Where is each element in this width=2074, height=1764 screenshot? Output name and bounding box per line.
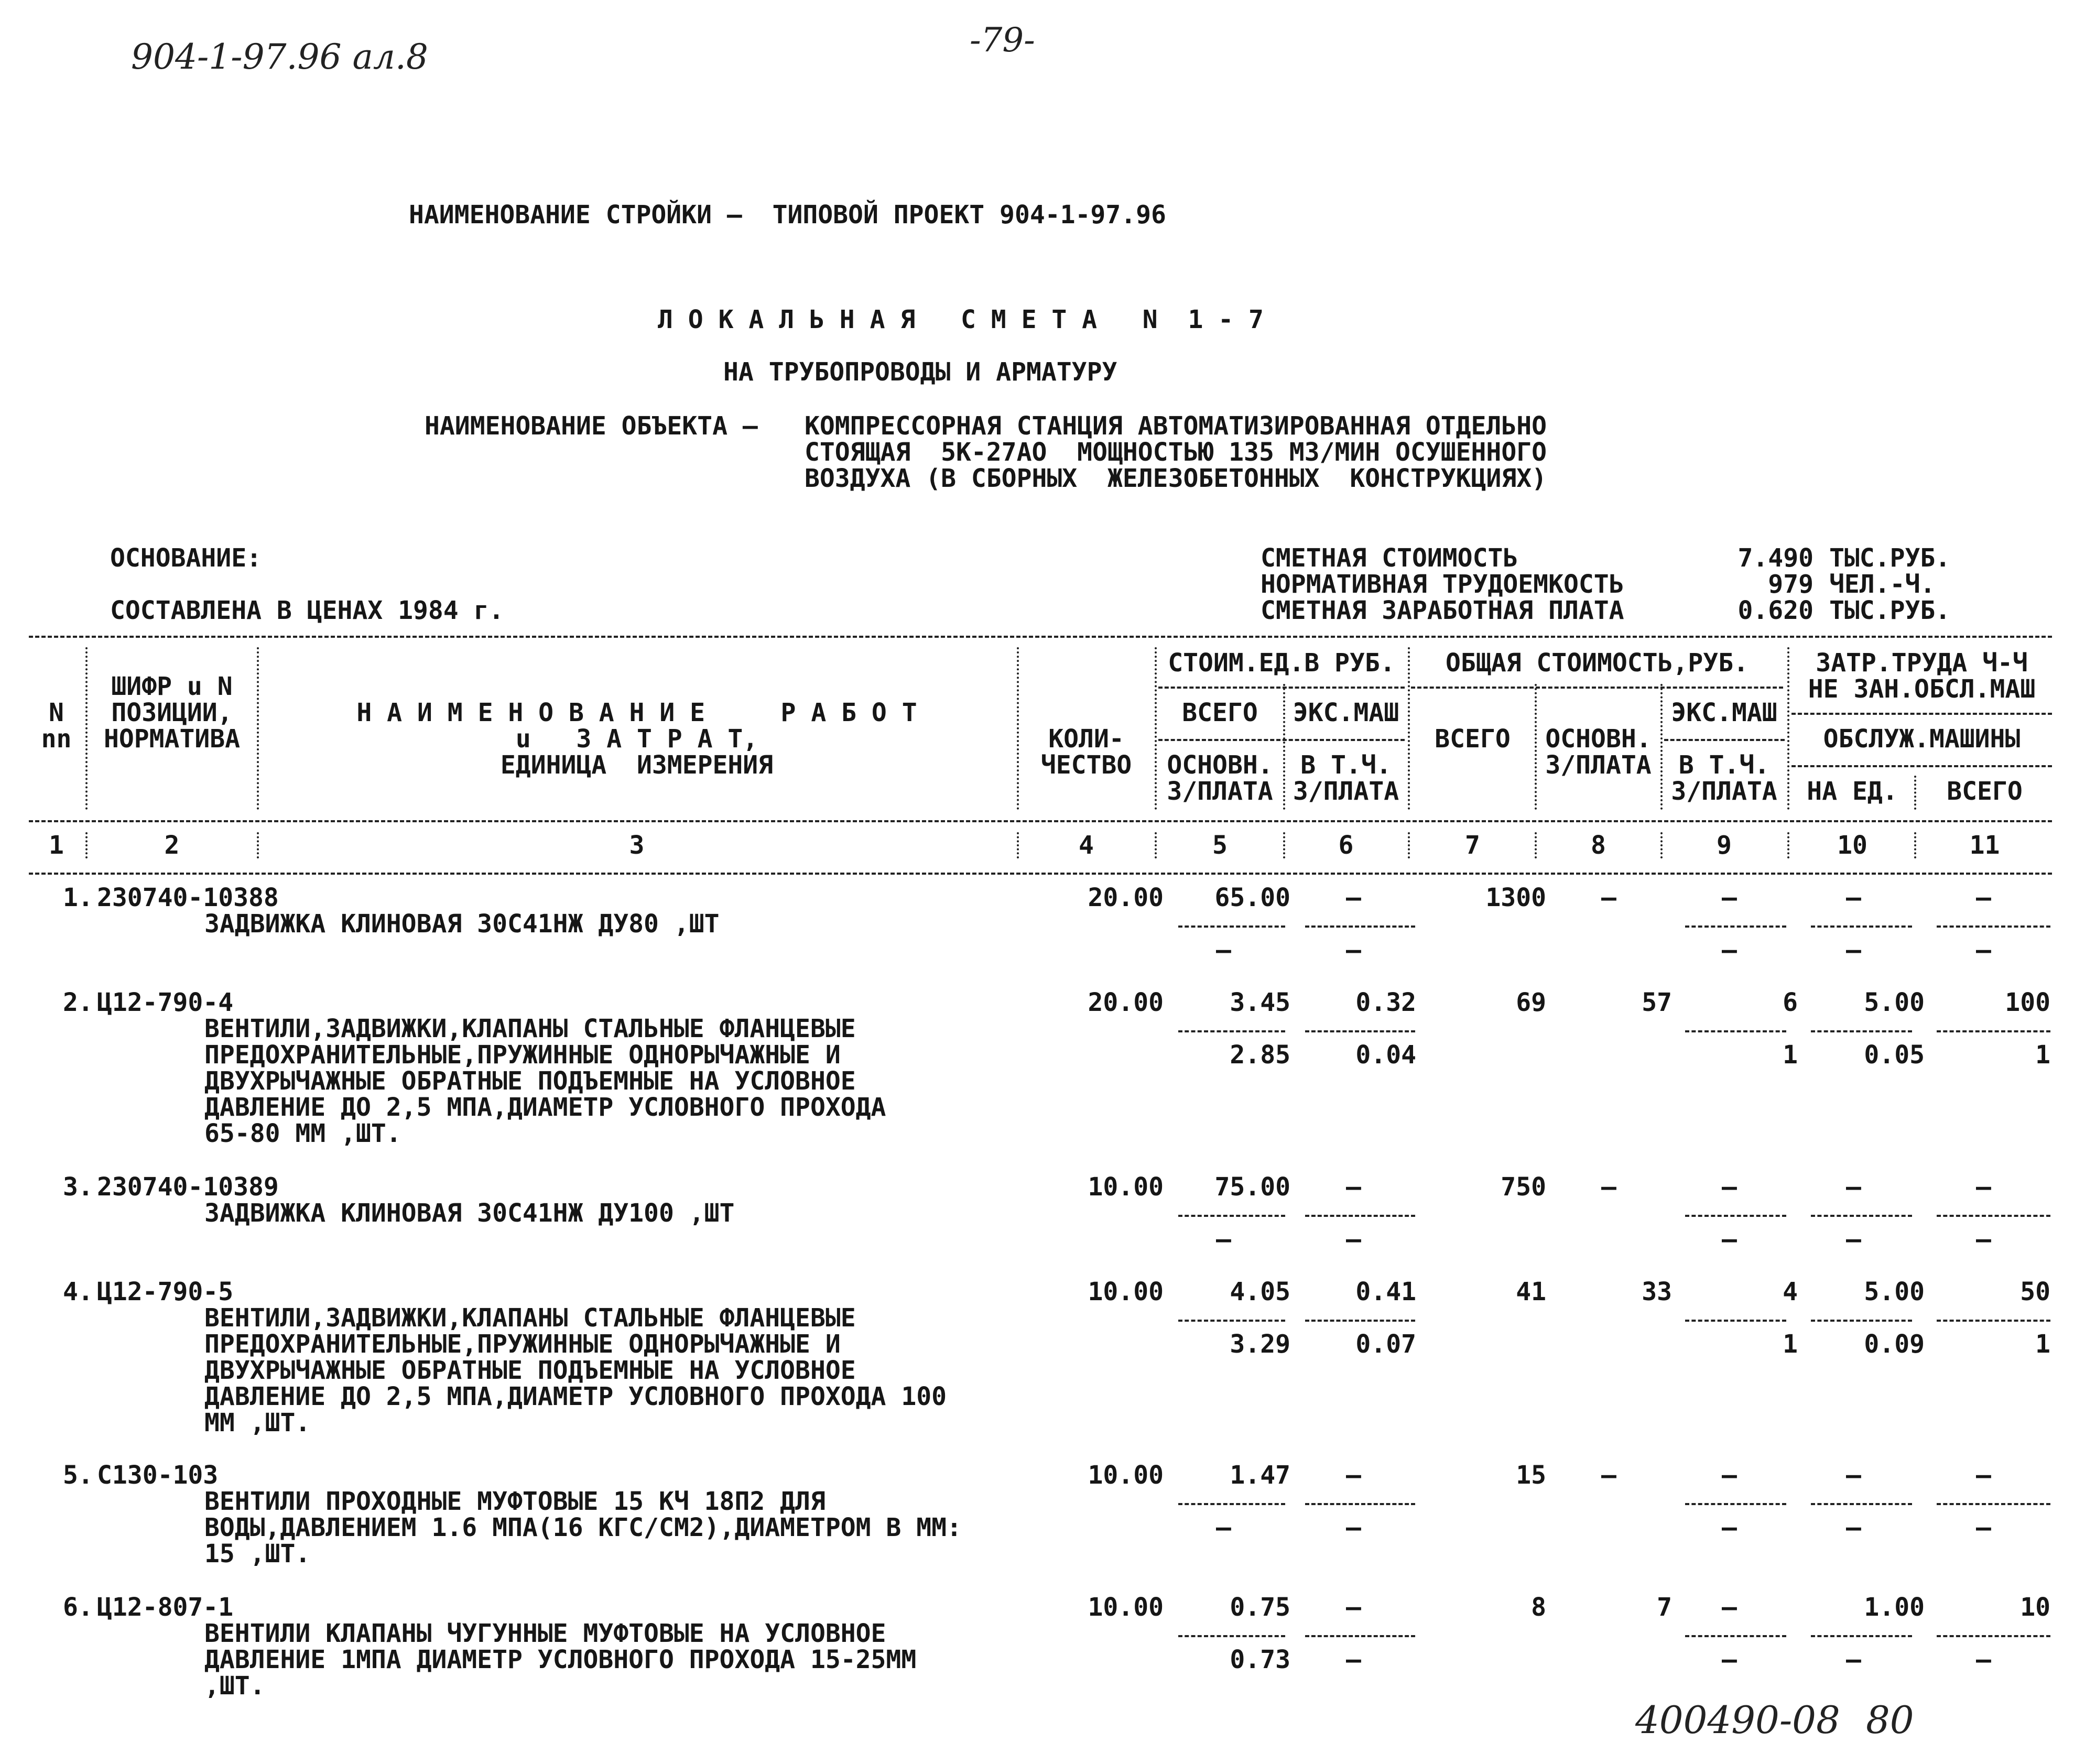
row-value-top: –	[1846, 1172, 1861, 1202]
row-value-top: –	[1846, 1461, 1861, 1490]
row-value-top: 4.05	[1230, 1277, 1290, 1306]
row-quantity: 20.00	[1088, 988, 1164, 1017]
row-description-line: ВЕНТИЛИ КЛАПАНЫ ЧУГУННЫЕ МУФТОВЫЕ НА УСЛОВНОЕ	[204, 1619, 886, 1648]
row-value-top: –	[1601, 883, 1616, 912]
mach-mid-rule	[1664, 739, 1785, 741]
row-description-line: ПРЕДОХРАНИТЕЛЬНЫЕ,ПРУЖИННЫЕ ОДНОРЫЧАЖНЫЕ И	[204, 1330, 841, 1359]
row-quantity: 10.00	[1088, 1172, 1164, 1202]
row-value-top: –	[1601, 1461, 1616, 1490]
summary-label: СМЕТНАЯ ЗАРАБОТНАЯ ПЛАТА	[1261, 596, 1624, 625]
summary-value: 979	[1768, 570, 1814, 599]
summary-unit: ТЫС.РУБ.	[1829, 543, 1951, 573]
row-value-top: 50	[2020, 1277, 2050, 1306]
estimate-title: Л О К А Л Ь Н А Я С М Е Т А N 1 - 7	[658, 305, 1264, 334]
header-separator	[85, 647, 88, 810]
row-value-top: 57	[1642, 988, 1672, 1017]
row-subdivider	[1685, 1215, 1786, 1217]
handwritten-stamp: 400490-08	[1635, 1698, 1840, 1742]
row-value-bottom: –	[1216, 1513, 1231, 1542]
object-line-3: ВОЗДУХА (В СБОРНЫХ ЖЕЛЕЗОБЕТОННЫХ КОНСТРУКЦИЯХ)	[805, 464, 1547, 493]
column-number: 11	[1969, 831, 2000, 860]
column-number: 10	[1837, 831, 1867, 860]
row-description-line: ДВУХРЫЧАЖНЫЕ ОБРАТНЫЕ ПОДЪЕМНЫЕ НА УСЛОВНОЕ	[204, 1356, 856, 1385]
row-subdivider	[1685, 1503, 1786, 1505]
numbers-bottom-rule	[29, 873, 2052, 875]
col5-top-header: ВСЕГО	[1182, 698, 1258, 727]
prices-label: СОСТАВЛЕНА В ЦЕНАХ 1984 г.	[110, 596, 504, 625]
row-subdivider	[1811, 925, 1912, 928]
row-description-line: ВЕНТИЛИ ПРОХОДНЫЕ МУФТОВЫЕ 15 КЧ 18П2 ДЛЯ	[204, 1487, 826, 1516]
handwritten-doc-code: 904-1-97.96 ал.8	[131, 37, 428, 77]
row-value-bottom: 2.85	[1230, 1040, 1290, 1070]
row-subdivider	[1811, 1320, 1912, 1322]
col7-header: ВСЕГО	[1435, 724, 1511, 754]
col10-header: НА ЕД.	[1807, 777, 1898, 806]
row-value-bottom: –	[1846, 935, 1861, 965]
row-value-bottom: –	[1722, 1225, 1737, 1254]
header-bottom-rule	[29, 820, 2052, 822]
summary-label: СМЕТНАЯ СТОИМОСТЬ	[1261, 543, 1518, 573]
row-value-top: 7	[1657, 1593, 1672, 1622]
row-subdivider	[1811, 1215, 1912, 1217]
unit-cost-header: СТОИМ.ЕД.В РУБ.	[1168, 648, 1395, 678]
row-value-bottom: –	[1216, 935, 1231, 965]
row-value-top: –	[1976, 883, 1991, 912]
row-subdivider	[1685, 1320, 1786, 1322]
row-subdivider	[1685, 1635, 1786, 1637]
row-description-line: ДВУХРЫЧАЖНЫЕ ОБРАТНЫЕ ПОДЪЕМНЫЕ НА УСЛОВНОЕ	[204, 1066, 856, 1096]
row-value-top: 3.45	[1230, 988, 1290, 1017]
col9-top-header: ЭКС.МАШ	[1671, 698, 1777, 727]
row-value-top: 41	[1516, 1277, 1546, 1306]
row-value-top: 75.00	[1214, 1172, 1290, 1202]
row-code: Ц12-807-1	[97, 1593, 234, 1622]
row-value-bottom: 0.09	[1864, 1330, 1925, 1359]
summary-label: НОРМАТИВНАЯ ТРУДОЕМКОСТЬ	[1261, 570, 1624, 599]
row-description-line: 65-80 ММ ,ШТ.	[204, 1119, 401, 1148]
row-subdivider	[1811, 1635, 1912, 1637]
column-number: 7	[1465, 831, 1480, 860]
row-value-top: –	[1346, 883, 1361, 912]
row-quantity: 20.00	[1088, 883, 1164, 912]
row-value-bottom: –	[1976, 935, 1991, 965]
labor-rule	[1791, 713, 2052, 715]
construction-name: НАИМЕНОВАНИЕ СТРОЙКИ – ТИПОВОЙ ПРОЕКТ 904-1-97.96	[409, 200, 1166, 230]
row-quantity: 10.00	[1088, 1461, 1164, 1490]
row-value-bottom: –	[1846, 1225, 1861, 1254]
row-number: 1.	[63, 883, 93, 912]
row-value-top: 0.75	[1230, 1593, 1290, 1622]
row-code: Ц12-790-5	[97, 1277, 234, 1306]
row-quantity: 10.00	[1088, 1593, 1164, 1622]
row-value-bottom: 0.07	[1355, 1330, 1416, 1359]
row-description-line: ВОДЫ,ДАВЛЕНИЕМ 1.6 МПА(16 КГС/СМ2),ДИАМЕТРОМ В ММ:	[204, 1513, 962, 1542]
row-code: С130-103	[97, 1461, 219, 1490]
number-separator	[1017, 832, 1019, 858]
row-value-top: –	[1976, 1461, 1991, 1490]
row-value-bottom: 0.73	[1230, 1645, 1290, 1674]
row-description-line: ПРЕДОХРАНИТЕЛЬНЫЕ,ПРУЖИННЫЕ ОДНОРЫЧАЖНЫЕ И	[204, 1040, 841, 1070]
total-cost-header: ОБЩАЯ СТОИМОСТЬ,РУБ.	[1446, 648, 1749, 678]
row-quantity: 10.00	[1088, 1277, 1164, 1306]
row-subdivider	[1937, 1215, 2050, 1217]
row-subdivider	[1685, 1030, 1786, 1032]
row-description-line: ВЕНТИЛИ,ЗАДВИЖКИ,КЛАПАНЫ СТАЛЬНЫЕ ФЛАНЦЕВЫЕ	[204, 1014, 856, 1043]
row-value-top: 5.00	[1864, 988, 1925, 1017]
row-number: 6.	[63, 1593, 93, 1622]
row-value-top: –	[1722, 883, 1737, 912]
row-value-bottom: –	[1346, 935, 1361, 965]
row-number: 5.	[63, 1461, 93, 1490]
row-value-bottom: 1	[2035, 1330, 2050, 1359]
summary-unit: ТЫС.РУБ.	[1829, 596, 1951, 625]
handwritten-stamp-page: 80	[1866, 1698, 1914, 1742]
col-name-header: Н А И М Е Н О В А Н И Е Р А Б О Т u З А Т Р А Т, ЕДИНИЦА ИЗМЕРЕНИЯ	[356, 698, 917, 780]
row-value-top: –	[1976, 1172, 1991, 1202]
row-value-top: 1.00	[1864, 1593, 1925, 1622]
labor-sub-rule	[1791, 765, 2052, 767]
row-value-top: –	[1601, 1172, 1616, 1202]
row-subdivider	[1937, 1503, 2050, 1505]
row-number: 2.	[63, 988, 93, 1017]
col-qty-header: КОЛИ- ЧЕСТВО	[1040, 724, 1132, 780]
row-value-top: –	[1722, 1172, 1737, 1202]
header-separator	[257, 647, 259, 810]
row-subdivider	[1305, 925, 1415, 928]
row-number: 3.	[63, 1172, 93, 1202]
header-separator	[1155, 647, 1157, 810]
number-separator	[1155, 832, 1157, 858]
column-number: 5	[1212, 831, 1228, 860]
row-value-top: 1.47	[1230, 1461, 1290, 1490]
object-line-2: СТОЯЩАЯ 5К-27АО МОЩНОСТЬЮ 135 М3/МИН ОСУШЕННОГО	[805, 438, 1547, 467]
column-number: 1	[49, 831, 64, 860]
row-description-line: ДАВЛЕНИЕ ДО 2,5 МПА,ДИАМЕТР УСЛОВНОГО ПРОХОДА 100	[204, 1382, 947, 1411]
row-value-top: 65.00	[1214, 883, 1290, 912]
row-subdivider	[1937, 1030, 2050, 1032]
row-value-bottom: 3.29	[1230, 1330, 1290, 1359]
column-number: 2	[164, 831, 180, 860]
row-value-top: 6	[1783, 988, 1798, 1017]
row-value-bottom: –	[1722, 935, 1737, 965]
row-description-line: 15 ,ШТ.	[204, 1539, 311, 1569]
col9-bottom-header: В Т.Ч. З/ПЛАТА	[1671, 750, 1777, 806]
row-subdivider	[1811, 1030, 1912, 1032]
row-code: 230740-10389	[97, 1172, 279, 1202]
row-subdivider	[1685, 925, 1786, 928]
row-value-bottom: 1	[1783, 1330, 1798, 1359]
row-value-top: 5.00	[1864, 1277, 1925, 1306]
labor-header: ЗАТР.ТРУДА Ч-Ч НЕ ЗАН.ОБСЛ.МАШ	[1808, 648, 2036, 704]
row-subdivider	[1305, 1030, 1415, 1032]
number-separator	[1408, 832, 1410, 858]
row-description-line: ЗАДВИЖКА КЛИНОВАЯ 30С41НЖ ДУ80 ,ШТ	[204, 909, 720, 939]
row-value-bottom: 1	[1783, 1040, 1798, 1070]
row-subdivider	[1937, 925, 2050, 928]
unit-cost-mid-rule	[1158, 739, 1405, 741]
row-value-top: –	[1346, 1593, 1361, 1622]
column-number: 6	[1338, 831, 1354, 860]
labor-sub-header: ОБСЛУЖ.МАШИНЫ	[1823, 724, 2021, 754]
row-value-bottom: –	[1846, 1513, 1861, 1542]
row-value-top: 0.32	[1355, 988, 1416, 1017]
basis-label: ОСНОВАНИЕ:	[110, 543, 262, 573]
row-subdivider	[1178, 1030, 1285, 1032]
number-separator	[257, 832, 259, 858]
row-code: 230740-10388	[97, 883, 279, 912]
number-separator	[1914, 832, 1916, 858]
row-value-top: 33	[1642, 1277, 1672, 1306]
row-value-bottom: –	[1976, 1513, 1991, 1542]
row-value-top: –	[1846, 883, 1861, 912]
row-value-bottom: –	[1722, 1513, 1737, 1542]
row-value-top: –	[1722, 1593, 1737, 1622]
row-subdivider	[1178, 1635, 1285, 1637]
estimate-subtitle: НА ТРУБОПРОВОДЫ И АРМАТУРУ	[723, 357, 1117, 387]
row-subdivider	[1305, 1215, 1415, 1217]
row-number: 4.	[63, 1277, 93, 1306]
row-subdivider	[1305, 1320, 1415, 1322]
col5-bottom-header: ОСНОВН. З/ПЛАТА	[1167, 750, 1273, 806]
row-value-top: 0.41	[1355, 1277, 1416, 1306]
number-separator	[85, 832, 88, 858]
row-value-bottom: 1	[2035, 1040, 2050, 1070]
col6-bottom-header: В Т.Ч. З/ПЛАТА	[1293, 750, 1399, 806]
column-number: 9	[1717, 831, 1732, 860]
row-subdivider	[1305, 1635, 1415, 1637]
page-number: -79-	[970, 21, 1035, 60]
row-value-bottom: –	[1846, 1645, 1861, 1674]
row-value-top: –	[1722, 1461, 1737, 1490]
row-subdivider	[1178, 1320, 1285, 1322]
row-subdivider	[1937, 1320, 2050, 1322]
row-subdivider	[1811, 1503, 1912, 1505]
col8-header: ОСНОВН. З/ПЛАТА	[1545, 724, 1652, 780]
row-value-top: 10	[2020, 1593, 2050, 1622]
row-code: Ц12-790-4	[97, 988, 234, 1017]
summary-value: 0.620	[1738, 596, 1814, 625]
header-separator	[1914, 776, 1916, 810]
row-subdivider	[1305, 1503, 1415, 1505]
row-subdivider	[1178, 1215, 1285, 1217]
row-value-bottom: 0.05	[1864, 1040, 1925, 1070]
object-label: НАИМЕНОВАНИЕ ОБЪЕКТА –	[425, 411, 758, 441]
col6-top-header: ЭКС.МАШ	[1293, 698, 1399, 727]
row-value-top: 750	[1501, 1172, 1546, 1202]
row-description-line: ДАВЛЕНИЕ ДО 2,5 МПА,ДИАМЕТР УСЛОВНОГО ПРОХОДА	[204, 1093, 886, 1122]
summary-unit: ЧЕЛ.-Ч.	[1829, 570, 1936, 599]
row-value-bottom: 0.04	[1355, 1040, 1416, 1070]
row-description-line: ВЕНТИЛИ,ЗАДВИЖКИ,КЛАПАНЫ СТАЛЬНЫЕ ФЛАНЦЕВЫЕ	[204, 1303, 856, 1333]
row-value-top: 8	[1531, 1593, 1546, 1622]
row-value-bottom: –	[1722, 1645, 1737, 1674]
unit-cost-rule	[1158, 687, 1405, 689]
row-value-top: 100	[2005, 988, 2050, 1017]
row-value-bottom: –	[1346, 1513, 1361, 1542]
summary-value: 7.490	[1738, 543, 1814, 573]
row-subdivider	[1178, 925, 1285, 928]
row-value-bottom: –	[1346, 1225, 1361, 1254]
row-description-line: ,ШТ.	[204, 1671, 265, 1701]
row-value-top: 15	[1516, 1461, 1546, 1490]
header-top-rule	[29, 636, 2052, 638]
row-value-bottom: –	[1216, 1225, 1231, 1254]
col-code-header: ШИФР u N ПОЗИЦИИ, НОРМАТИВА	[103, 672, 241, 754]
header-separator	[1017, 647, 1019, 810]
object-line-1: КОМПРЕССОРНАЯ СТАНЦИЯ АВТОМАТИЗИРОВАННАЯ ОТДЕЛЬНО	[805, 411, 1547, 441]
row-value-bottom: –	[1346, 1645, 1361, 1674]
column-number: 8	[1591, 831, 1606, 860]
row-description-line: ММ ,ШТ.	[204, 1408, 311, 1438]
col11-header: ВСЕГО	[1947, 777, 2023, 806]
row-value-top: –	[1346, 1461, 1361, 1490]
row-subdivider	[1937, 1635, 2050, 1637]
header-separator	[1408, 647, 1410, 810]
row-value-top: 1300	[1485, 883, 1546, 912]
column-number: 3	[629, 831, 645, 860]
row-value-bottom: –	[1976, 1645, 1991, 1674]
row-value-bottom: –	[1976, 1225, 1991, 1254]
row-value-top: –	[1346, 1172, 1361, 1202]
header-separator	[1787, 647, 1789, 810]
row-value-top: 4	[1783, 1277, 1798, 1306]
column-number: 4	[1079, 831, 1094, 860]
row-description-line: ДАВЛЕНИЕ 1МПА ДИАМЕТР УСЛОВНОГО ПРОХОДА 15-25ММ	[204, 1645, 917, 1674]
total-cost-rule	[1411, 687, 1783, 689]
col-number-header: N nn	[41, 698, 72, 754]
row-description-line: ЗАДВИЖКА КЛИНОВАЯ 30С41НЖ ДУ100 ,ШТ	[204, 1199, 735, 1228]
row-subdivider	[1178, 1503, 1285, 1505]
number-separator	[1787, 832, 1789, 858]
row-value-top: 69	[1516, 988, 1546, 1017]
